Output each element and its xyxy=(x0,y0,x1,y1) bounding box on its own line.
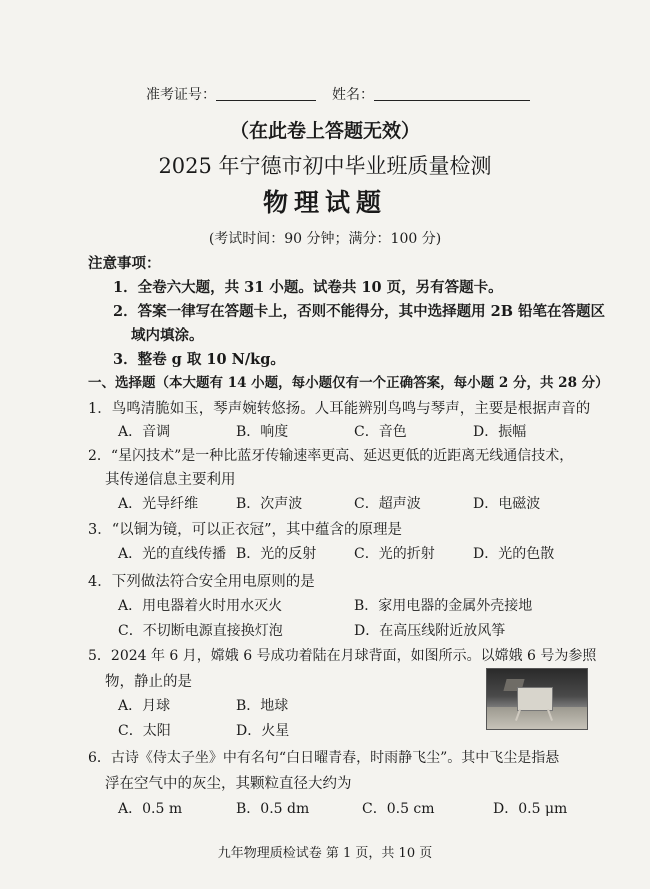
name-label: 姓名： xyxy=(332,87,374,103)
option-a: A．0.5 m xyxy=(118,801,183,817)
option-a: A．月球 xyxy=(118,698,171,714)
name-blank xyxy=(374,86,530,101)
option-c: C．光的折射 xyxy=(354,546,435,562)
question-4: 4．下列做法符合安全用电原则的是 xyxy=(88,574,315,590)
option-c: C．太阳 xyxy=(118,723,171,739)
exam-id-label: 准考证号： xyxy=(146,87,216,103)
option-d: D．在高压线附近放风筝 xyxy=(354,623,506,639)
option-b: B．响度 xyxy=(236,424,289,440)
question-5: 5．2024 年 6 月，嫦娥 6 号成功着陆在月球背面，如图所示。以嫦娥 6 号为参照 xyxy=(88,648,597,664)
option-b: B．光的反射 xyxy=(236,546,317,562)
option-a: A．光导纤维 xyxy=(118,496,199,512)
question-5-cont: 物，静止的是 xyxy=(105,674,192,690)
name-field xyxy=(332,84,530,104)
option-d: D．电磁波 xyxy=(473,496,541,512)
exam-id-blank xyxy=(216,86,316,101)
option-a: A．用电器着火时用水灭火 xyxy=(118,598,283,614)
note-item: 2．答案一律写在答题卡上，否则不能得分，其中选择题用 2B 铅笔在答题区 xyxy=(113,303,606,320)
exam-time-info: (考试时间：90 分钟；满分：100 分) xyxy=(208,231,442,247)
option-b: B．地球 xyxy=(236,698,289,714)
notes-heading: 注意事项： xyxy=(88,255,161,272)
option-b: B．0.5 dm xyxy=(236,801,310,817)
question-2: 2．“星闪技术”是一种比蓝牙传输速率更高、延迟更低的近距离无线通信技术， xyxy=(88,448,574,464)
note-item: 3．整卷 g 取 10 N/kg。 xyxy=(113,351,285,368)
option-d: D．0.5 μm xyxy=(493,801,568,817)
option-b: B．家用电器的金属外壳接地 xyxy=(354,598,533,614)
invalid-notice: （在此卷上答题无效） xyxy=(229,120,420,142)
option-c: C．不切断电源直接换灯泡 xyxy=(118,623,283,639)
option-c: C．0.5 cm xyxy=(362,801,435,817)
note-item: 1．全卷六大题，共 31 小题。试卷共 10 页，另有答题卡。 xyxy=(113,279,503,296)
section-heading: 一、选择题（本大题有 14 小题，每小题仅有一个正确答案，每小题 2 分，共 28 分） xyxy=(88,375,609,391)
exam-title: 2025 年宁德市初中毕业班质量检测 xyxy=(158,154,492,178)
subject-title: 物理试题 xyxy=(262,188,387,217)
option-b: B．次声波 xyxy=(236,496,303,512)
exam-id-field xyxy=(146,84,316,104)
option-d: D．光的色散 xyxy=(473,546,555,562)
question-3: 3．“以铜为镜，可以正衣冠”，其中蕴含的原理是 xyxy=(88,522,403,538)
option-c: C．音色 xyxy=(354,424,407,440)
lunar-lander-photo xyxy=(486,668,588,730)
page-footer: 九年物理质检试卷 第 1 页，共 10 页 xyxy=(217,846,433,861)
question-2-cont: 其传递信息主要利用 xyxy=(105,472,236,488)
option-a: A．光的直线传播 xyxy=(118,546,227,562)
question-6-cont: 浮在空气中的灰尘，其颗粒直径大约为 xyxy=(105,776,352,792)
question-6: 6．古诗《侍太子坐》中有名句“白日曜青春，时雨静飞尘”。其中飞尘是指悬 xyxy=(88,750,560,766)
option-d: D．火星 xyxy=(236,723,290,739)
option-c: C．超声波 xyxy=(354,496,421,512)
note-item: 域内填涂。 xyxy=(131,327,204,344)
option-a: A．音调 xyxy=(118,424,171,440)
option-d: D．振幅 xyxy=(473,424,527,440)
question-1: 1．鸟鸣清脆如玉，琴声婉转悠扬。人耳能辨别鸟鸣与琴声，主要是根据声音的 xyxy=(88,401,591,417)
